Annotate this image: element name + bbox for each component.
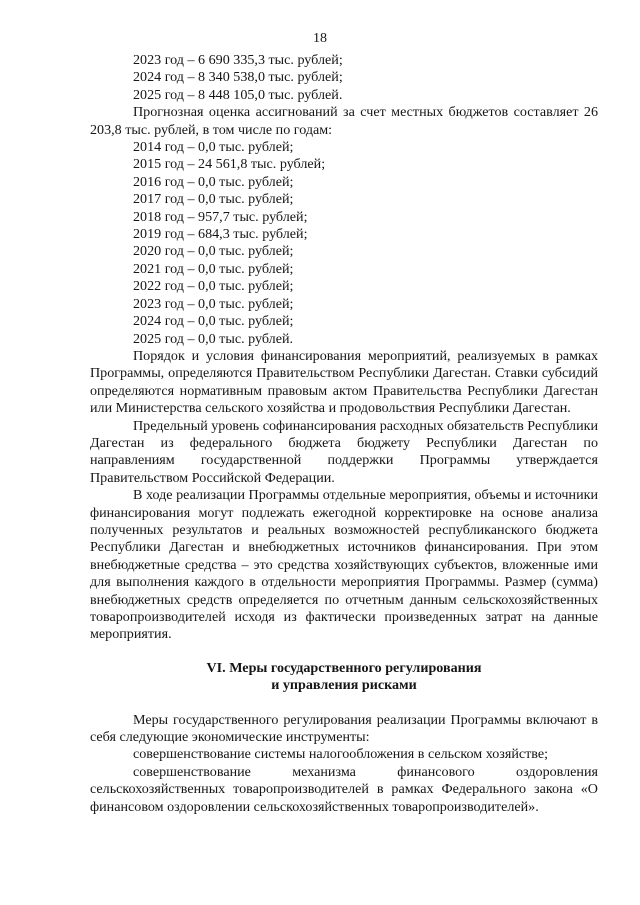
list-item: 2019 год – 684,3 тыс. рублей; <box>133 226 308 243</box>
list-local-years <box>90 139 598 348</box>
paragraph-financing-order: Порядок и условия финансирования мероприятий, реализуемых в рамках Программы, определяются Правительством Республики Дагестан. Ставки субсидий определяются нормативным правовым актом Правительства Республики Дагестан или Министерства сельского хозяйства и продовольствия Республики Дагестан. <box>90 347 598 417</box>
paragraph-adjustment: В ходе реализации Программы отдельные мероприятия, объемы и источники финансирования могут подлежать ежегодной корректировке на основе анализа полученных результатов и реальных возможностей республиканского бюджета Республики Дагестан и внебюджетных источников финансирования. При этом внебюджетные средства – это средства хозяйствующих субъектов, вложенные ими для выполнения каждого в отдельности мероприятия Программы. Размер (сумма) внебюджетных средств определяется по отчетным данным сельскохозяйственных товаропроизводителей исходя из фактически произведенных затрат на данные мероприятия. <box>90 487 598 643</box>
paragraph-local-budget: Прогнозная оценка ассигнований за счет местных бюджетов составляет 26 203,8 тыс. рублей, в том числе по годам: <box>90 104 598 138</box>
list-item: 2015 год – 24 561,8 тыс. рублей; <box>133 156 326 173</box>
list-item: 2016 год – 0,0 тыс. рублей; <box>133 173 294 190</box>
list-item: 2024 год – 0,0 тыс. рублей; <box>133 313 294 330</box>
paragraph-regulation-measures: Меры государственного регулирования реализации Программы включают в себя следующие экономические инструменты: <box>90 711 598 746</box>
list-item: 2024 год – 8 340 538,0 тыс. рублей; <box>133 69 343 86</box>
list-item: 2023 год – 6 690 335,3 тыс. рублей; <box>133 52 343 68</box>
list-item: 2022 год – 0,0 тыс. рублей; <box>133 278 294 295</box>
paragraph-financial-recovery: совершенствование механизма финансового оздоровления сельскохозяйственных товаропроизводителей в рамках Федерального закона «О финансовом оздоровлении сельскохозяйственных товаропроизводителей». <box>90 763 598 815</box>
section-heading-line: VI. Меры государственного регулирования <box>206 659 482 676</box>
section-heading <box>90 660 598 695</box>
list-item: 2014 год – 0,0 тыс. рублей; <box>133 139 294 156</box>
list-item: 2018 год – 957,7 тыс. рублей; <box>133 208 308 225</box>
paragraph-cofinancing-limit: Предельный уровень софинансирования расходных обязательств Республики Дагестан из федерального бюджета бюджету Республики Дагестан по направлениям государственной поддержки Программы утверждается Правительством Российской Федерации. <box>90 417 598 486</box>
list-item: 2025 год – 0,0 тыс. рублей. <box>133 330 294 347</box>
section-heading-line: и управления рисками <box>271 677 417 694</box>
page-content <box>90 52 598 816</box>
list-item: 2025 год – 8 448 105,0 тыс. рублей. <box>133 86 343 103</box>
paragraph-tax-system: совершенствование системы налогообложения в сельском хозяйстве; <box>133 746 549 763</box>
list-item: 2021 год – 0,0 тыс. рублей; <box>133 260 294 277</box>
list-federal-years <box>90 52 598 104</box>
list-item: 2023 год – 0,0 тыс. рублей; <box>133 295 294 312</box>
page-number: 18 <box>313 31 327 46</box>
list-item: 2017 год – 0,0 тыс. рублей; <box>133 191 294 208</box>
list-item: 2020 год – 0,0 тыс. рублей; <box>133 243 294 260</box>
